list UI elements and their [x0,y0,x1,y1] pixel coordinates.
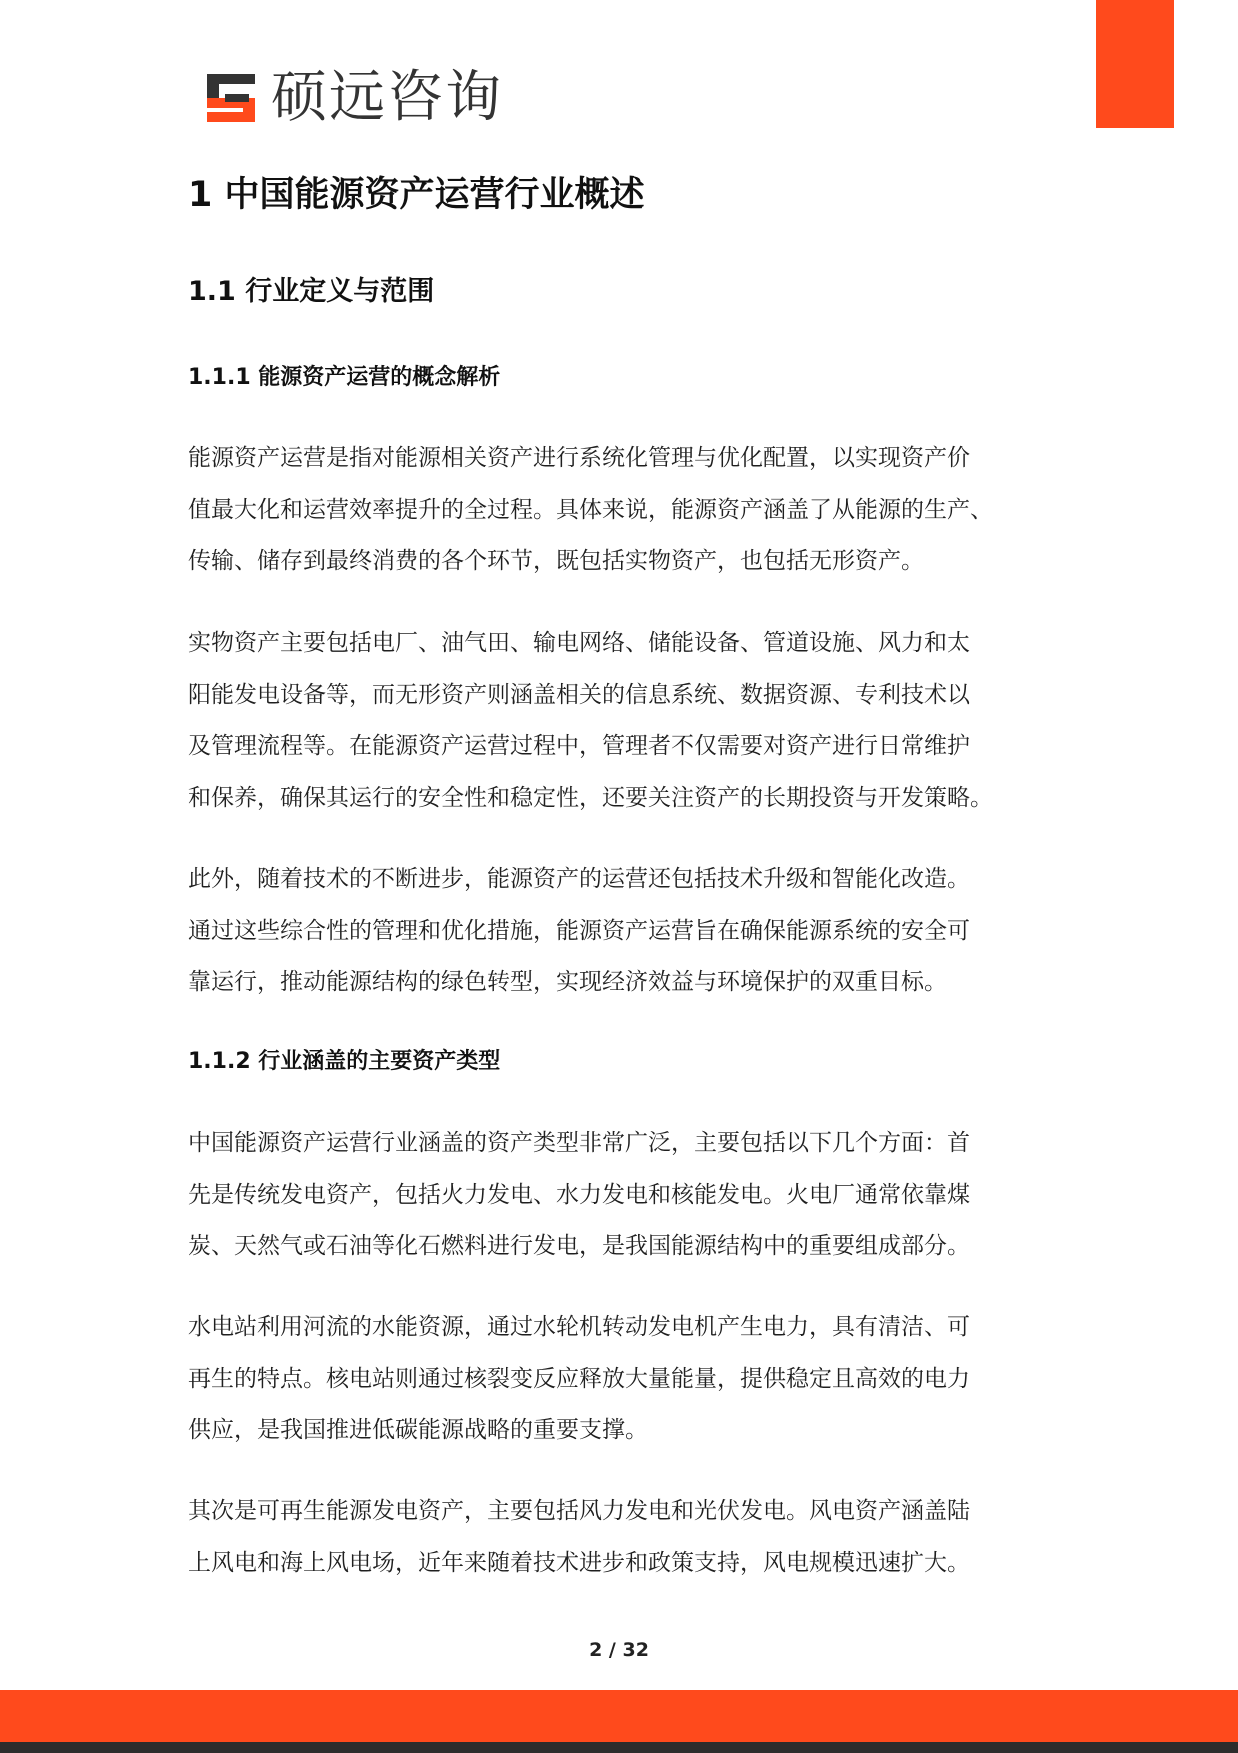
text-line: 再生的特点。核电站则通过核裂变反应释放大量能量，提供稳定且高效的电力 [188,1365,970,1392]
text-line: 其次是可再生能源发电资产，主要包括风力发电和光伏发电。风电资产涵盖陆 [188,1498,970,1524]
text-line: 阳能发电设备等，而无形资产则涵盖相关的信息系统、数据资源、专利技术以 [188,681,970,708]
subsection-title: 1.1.2 行业涵盖的主要资产类型 [188,1049,501,1074]
paragraph [188,1486,1052,1589]
paragraph [188,1118,1052,1273]
text-line: 通过这些综合性的管理和优化措施，能源资产运营旨在确保能源系统的安全可 [188,917,970,944]
footer-accent-bar [0,1690,1238,1742]
text-line: 和保养，确保其运行的安全性和稳定性，还要关注资产的长期投资与开发策略。 [188,784,993,811]
text-line: 炭、天然气或石油等化石燃料进行发电，是我国能源结构中的重要组成部分。 [188,1233,970,1259]
corner-accent-tab [1096,0,1174,128]
paragraph [188,854,1052,1009]
text-line: 值最大化和运营效率提升的全过程。具体来说，能源资产涵盖了从能源的生产、 [188,496,993,523]
text-line: 靠运行，推动能源结构的绿色转型，实现经济效益与环境保护的双重目标。 [188,969,947,995]
chapter-title: 1 中国能源资产运营行业概述 [188,175,645,215]
paragraph [188,1302,1052,1457]
text-line: 传输、储存到最终消费的各个环节，既包括实物资产，也包括无形资产。 [188,548,924,574]
text-line: 先是传统发电资产，包括火力发电、水力发电和核能发电。火电厂通常依靠煤 [188,1181,970,1208]
text-line: 能源资产运营是指对能源相关资产进行系统化管理与优化配置，以实现资产价 [188,445,970,471]
paragraph [188,433,1052,588]
text-line: 及管理流程等。在能源资产运营过程中，管理者不仅需要对资产进行日常维护 [188,733,970,759]
subsection-title: 1.1.1 能源资产运营的概念解析 [188,365,501,390]
logo-mark-icon [203,70,259,126]
text-line: 此外，随着技术的不断进步，能源资产的运营还包括技术升级和智能化改造。 [188,866,970,892]
text-line: 供应，是我国推进低碳能源战略的重要支撑。 [188,1417,648,1443]
brand-name: 硕远咨询 [271,65,503,130]
text-line: 上风电和海上风电场，近年来随着技术进步和政策支持，风电规模迅速扩大。 [188,1549,970,1576]
page-number: 2 / 32 [589,1639,649,1661]
text-line: 水电站利用河流的水能资源，通过水轮机转动发电机产生电力，具有清洁、可 [188,1314,970,1340]
paragraph [188,618,1052,824]
footer-dark-strip [0,1742,1238,1753]
section-title: 1.1 行业定义与范围 [188,276,435,307]
text-line: 中国能源资产运营行业涵盖的资产类型非常广泛，主要包括以下几个方面：首 [188,1130,970,1156]
brand-logo [203,66,503,130]
text-line: 实物资产主要包括电厂、油气田、输电网络、储能设备、管道设施、风力和太 [188,630,970,656]
